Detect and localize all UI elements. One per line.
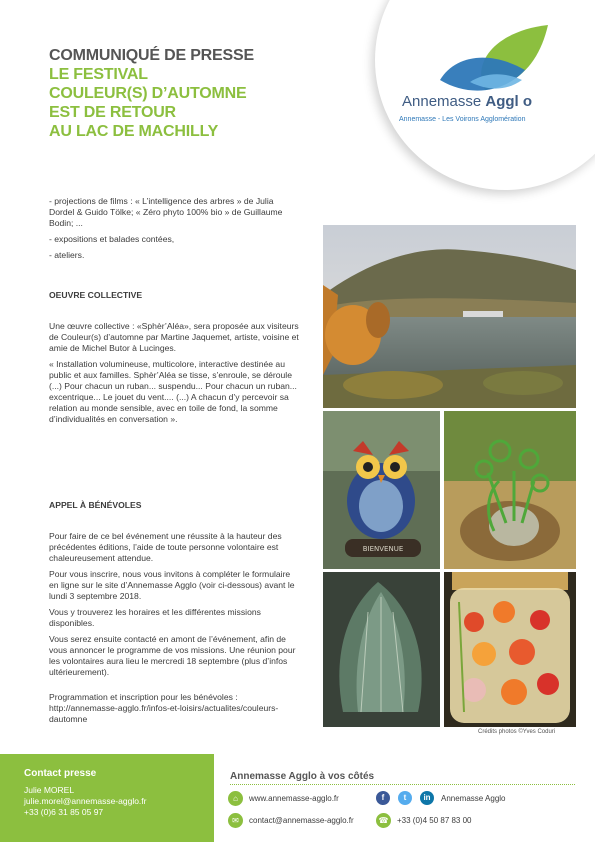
facebook-icon[interactable]: f	[376, 791, 390, 805]
contact-email[interactable]: julie.morel@annemasse-agglo.fr	[24, 796, 147, 806]
succulent-spiral-photo	[444, 411, 576, 569]
agglo-contact-title: Annemasse Agglo à vos côtés	[230, 771, 375, 782]
linkedin-icon[interactable]: in	[420, 791, 434, 805]
benevoles-heading: APPEL À BÉNÉVOLES	[49, 500, 142, 510]
headline-line-3: EST DE RETOUR	[49, 104, 176, 121]
oeuvre-body	[49, 321, 299, 430]
annemasse-agglo-logo-icon	[430, 20, 560, 100]
owl-sign-text: BIENVENUE	[362, 545, 404, 553]
benevoles-paragraph: Vous serez ensuite contacté en amont de l’événement, afin de vous annoncer le programme de vos missions. Une réunion pour les volontaires aura lieu le mercredi 18 septembre (plus d’infos ultérieurement).	[49, 634, 296, 677]
list-item: - ateliers.	[49, 250, 85, 260]
photo-credits: Crédits photos ©Yves Coduri	[478, 729, 556, 735]
headline-line-4: AU LAC DE MACHILLY	[49, 123, 219, 140]
owl-sculpture-photo	[323, 411, 440, 569]
social-account-name: Annemasse Agglo	[441, 794, 506, 803]
oeuvre-paragraph: « Installation volumineuse, multicolore, interactive destinée au public et aux familles. Sphèr’Aléa se tisse, s’enroule, se déroule (...) Pour chacun un ruban... suspendu... Pour chacun un ruban... excentrique... Le jouet du vent.... (...) A chacun d’y percevoir sa relation au monde sensible, avec en toile de fond, la somme d’individualités en conversation ».	[49, 359, 297, 424]
website-icon: ⌂	[228, 791, 243, 806]
phone-number[interactable]: +33 (0)4 50 87 83 00	[397, 816, 472, 825]
headline-line-1: LE FESTIVAL	[49, 66, 148, 83]
list-item: - expositions et balades contées,	[49, 234, 175, 244]
email-icon: ✉	[228, 813, 243, 828]
oeuvre-paragraph: Une œuvre collective : «Sphèr’Aléa», sera proposée aux visiteurs de Couleur(s) d’automne par Martine Jaquemet, artiste, voisine et amie de Michel Butor à Lucinges.	[49, 321, 299, 353]
oeuvre-heading: OEUVRE COLLECTIVE	[49, 290, 143, 300]
press-label: COMMUNIQUÉ DE PRESSE	[49, 47, 254, 64]
logo-tagline: Annemasse - Les Voirons Agglomération	[399, 116, 526, 123]
benevoles-paragraph: Vous y trouverez les horaires et les différentes missions disponibles.	[49, 607, 261, 628]
logo-name-regular: Annemasse	[402, 93, 486, 110]
cactus-photo	[323, 572, 440, 727]
contact-title: Contact presse	[24, 768, 97, 779]
twitter-icon[interactable]: t	[398, 791, 412, 805]
footer-divider	[230, 784, 575, 785]
jar-photo	[444, 572, 576, 727]
email-link[interactable]: contact@annemasse-agglo.fr	[249, 816, 354, 825]
press-release-title	[49, 46, 339, 141]
benevoles-paragraph: Pour vous inscrire, nous vous invitons à compléter le formulaire en ligne sur le site d’Annemasse Agglo (voir ci-dessous) avant le lundi 3 septembre 2018.	[49, 569, 295, 601]
contact-phone[interactable]: +33 (0)6 31 85 05 97	[24, 807, 104, 817]
logo-wordmark	[402, 93, 532, 110]
headline-line-2: COULEUR(S) D’AUTOMNE	[49, 85, 247, 102]
lake-photo	[323, 225, 576, 408]
intro-list	[49, 196, 299, 266]
benevoles-body	[49, 531, 299, 730]
list-item: - projections de films : « L’intelligence des arbres » de Julia Dordel & Guido Tölke; « Zéro phyto 100% bio » de Guillaume Bodin; ...	[49, 196, 283, 228]
benevoles-link-paragraph[interactable]: Programmation et inscription pour les bénévoles : http://annemasse-agglo.fr/infos-et-loisirs/actualites/couleurs-dautomne	[49, 692, 279, 724]
benevoles-paragraph: Pour faire de ce bel événement une réussite à la hauteur des précédentes éditions, l’aide de toute personne volontaire est chaleureusement attendue.	[49, 531, 282, 563]
website-link[interactable]: www.annemasse-agglo.fr	[249, 794, 339, 803]
logo-name-bold: Aggl o	[485, 93, 533, 110]
press-contact-panel	[0, 754, 214, 842]
phone-icon: ☎	[376, 813, 391, 828]
contact-name: Julie MOREL	[24, 785, 75, 795]
